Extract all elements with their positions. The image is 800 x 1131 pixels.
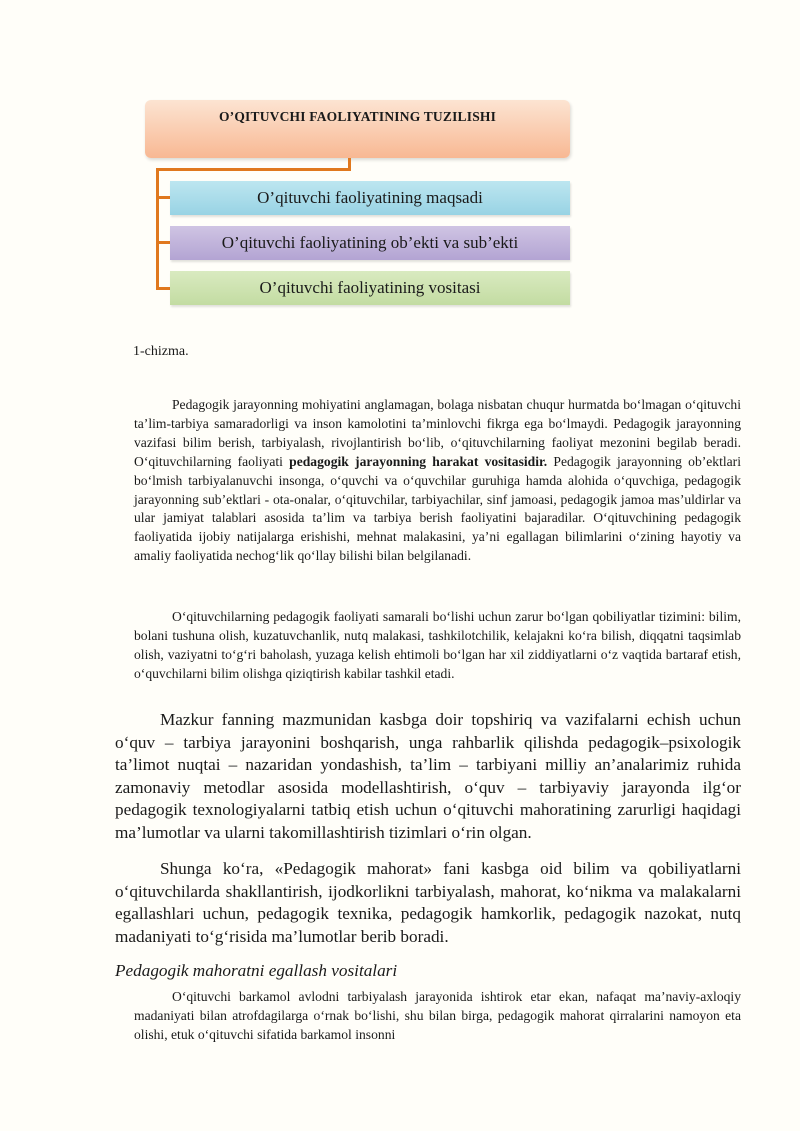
diagram-connector <box>156 196 170 199</box>
paragraph-2-text: O‘qituvchilarning pedagogik faoliyati samarali bo‘lishi uchun zarur bo‘lgan qobiliyatlar tizimini: bilim, bolani tushuna olish, kuzatuvchanlik, nutq malakasi, tashkilotchilik, kelajakni ko‘ra bilish, diqqatni taqsimlab olish, vaziyatni to‘g‘ri baholash, yuzaga kelish ehtimoli bo‘lgan har xil ziddiyatlarni o‘z vaqtida bartaraf etish, o‘quvchilarni bilim olishga qiziqtirish kabilar tashkil etadi. <box>134 609 741 681</box>
paragraph-5-text: O‘qituvchi barkamol avlodni tarbiyalash jarayonida ishtirok etar ekan, nafaqat ma’naviy-axloqiy madaniyati bilan atrofdagilarga o‘rnak bo‘lishi, shu bilan birga, pedagogik mahorat qirralarini namoyon eta olishi, etuk o‘qituvchi sifatida barkamol insonni <box>134 989 741 1042</box>
paragraph-1-text-b: Pedagogik jarayonning ob’ektlari bo‘lmish tarbiyalanuvchi insonga, o‘quvchi va o‘quvchilar guruhiga hamda alohida o‘quvchiga, pedagogik jarayonning sub’ektlari - ota-onalar, o‘qituvchilar, tarbiyachilar, sinf jamoasi, pedagogik jamoa mas’uldirlar va ular jamiyat talablari asosida ta’lim va tarbiya berish faoliyatini bajaradilar. O‘qituvchining pedagogik faoliyatida ijobiy natijalarga erishishi, mehnat malakasini, ya’ni egallagan bilimlarini o‘zining hayotiy va amaliy faoliyatida nechog‘lik qo‘llay bilishi bilan belgilanadi. <box>134 453 741 564</box>
paragraph-4 <box>115 858 741 948</box>
section-heading: Pedagogik mahoratni egallash vositalari <box>115 961 398 980</box>
diagram-box-object-subject: O’qituvchi faoliyatining ob’ekti va sub’ekti <box>170 226 570 260</box>
paragraph-3 <box>115 709 741 845</box>
figure-caption: 1-chizma. <box>133 344 189 359</box>
diagram-connector <box>156 287 170 290</box>
paragraph-5 <box>134 988 741 1045</box>
paragraph-1-bold: pedagogik jarayonning harakat vositasidir. <box>289 453 548 469</box>
paragraph-1-text-a: Pedagogik jarayonning mohiyatini anglamagan, bolaga nisbatan chuqur hurmatda bo‘lmagan o‘qituvchi ta’lim-tarbiya samaradorligi va inson kamolotini ta’minlovchi fikrga ega bo‘lmaydi. Pedagogik jarayonning vazifasi bilim berish, tarbiyalash, rivojlantirish bo‘lib, o‘qituvchilarning faoliyat mezonini begilab beradi. O‘qituvchilarning faoliyati <box>134 397 741 469</box>
diagram-box-means: O’qituvchi faoliyatining vositasi <box>170 271 570 305</box>
paragraph-1 <box>134 396 741 566</box>
diagram-box-goal: O’qituvchi faoliyatining maqsadi <box>170 181 570 215</box>
diagram-connector <box>156 168 351 171</box>
paragraph-3-text: Mazkur fanning mazmunidan kasbga doir topshiriq va vazifalarni echish uchun o‘quv – tarbiya jarayonini boshqarish, unga rahbarlik qilishda pedagogik–psixologik ta’limot nuqtai – nazaridan yondashish, ta’lim – tarbiyani milliy an’analarimiz ruhida zamonaviy metodlar asosida modellashtirish, o‘quv – tarbiyaviy jarayonda ilg‘or pedagogik texnologiyalarni tatbiq etish uchun o‘qituvchi mahoratining zarurligi haqidagi ma’lumotlar va ularni takomillashtirish tizimlari o‘rin olgan. <box>115 710 741 842</box>
diagram-connector <box>156 168 159 290</box>
diagram-title: O’QITUVCHI FAOLIYATINING TUZILISHI <box>145 100 570 158</box>
structure-diagram <box>145 100 575 312</box>
paragraph-2 <box>134 608 741 684</box>
diagram-connector <box>156 241 170 244</box>
paragraph-4-text: Shunga ko‘ra, «Pedagogik mahorat» fani kasbga oid bilim va qobiliyatlarni o‘qituvchilarda shakllantirish, ijodkorlikni tarbiyalash, mahorat, ko‘nikma va malakalarni egallashlari uchun, pedagogik texnika, pedagogik hamkorlik, pedagogik nazokat, nutq madaniyati to‘g‘risida ma’lumotlar berib boradi. <box>115 859 741 946</box>
